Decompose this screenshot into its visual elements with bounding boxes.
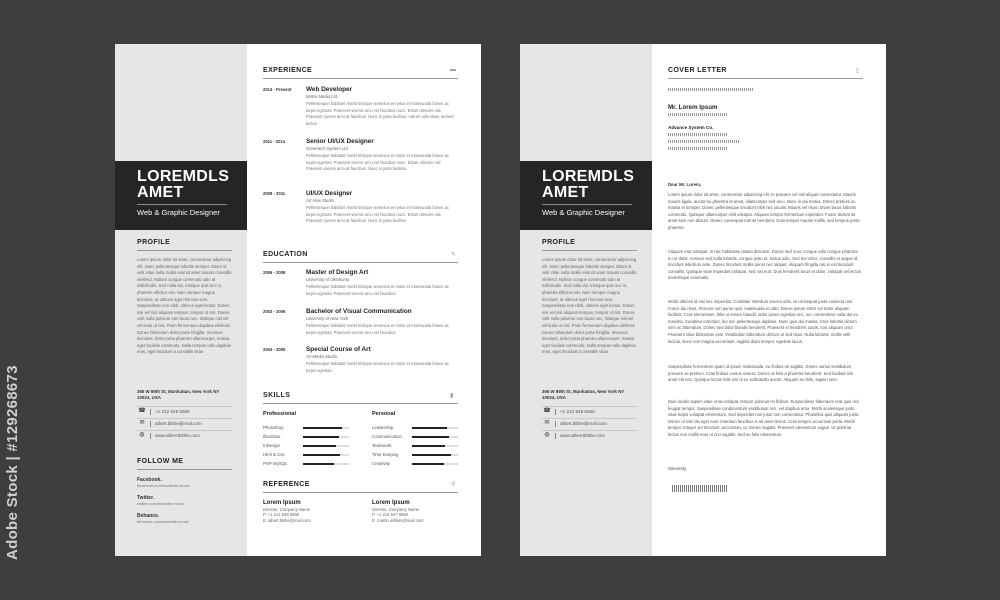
reference-phone: P. +1 212 647 8890 xyxy=(372,512,409,517)
job-title: Web Developer xyxy=(306,86,353,93)
skill-bar xyxy=(303,436,349,438)
experience-heading: EXPERIENCE xyxy=(263,67,313,74)
skill-fill xyxy=(303,445,336,447)
skill-item xyxy=(263,424,361,432)
education-date: 2004 - 2005 xyxy=(263,347,286,352)
education-description: Pellentesque habitant morbi tristique senectus et netus et malesuada fames ac turpis egestas. Praesent viverra arcu vel faucibus. xyxy=(306,323,449,335)
contact-separator xyxy=(555,421,556,427)
skill-bar xyxy=(412,445,458,447)
cover-candidate-name: LOREMDLS AMET xyxy=(542,168,635,201)
skill-item xyxy=(372,451,470,459)
skill-item xyxy=(263,442,361,450)
skill-fill xyxy=(303,463,334,465)
skill-fill xyxy=(303,454,340,456)
email-icon: ✉ xyxy=(139,420,145,426)
skill-fill xyxy=(412,454,451,456)
experience-date: 2014 - Present xyxy=(263,87,292,92)
skill-name: Teamwork xyxy=(372,443,392,448)
phone-icon: ☎ xyxy=(138,408,146,414)
profile-text: Lorem ipsum dolor sit amet, consectetur adipiscing elit. Nunc pellentesque lobortis semper. Etiam id velit vitae nulla mollis erat sit amet mauris convallis eleifend. Nullam congue commodo odio at sollicitudin. Sed nulla dui, tristique quis orci in, pharetra efficitur nisi. Nam semper magna tincidunt, at ultrices eget rhoncus sem. Suspendisse non nibh, ultrices eget lectus. Donec nisi vel nisi aliquam tempus, tempor ut nisi. Donec velit nulla pulvinar non lacus nec, tristique nisl vel vehicula ut nisi. Proin fermentum dapibus eleifend. Donec bibendum dolor porta fringilla. Vivamus tincidunt, dolor porta pharetra ullamcorper, massa eget facilisis commodo. Nulla tempus odio dapibus eros, eget tincidunt a convallis vitae. xyxy=(137,257,232,355)
company-name: Greentech System Ltd. xyxy=(306,146,349,151)
letter-paragraph: Duis iaculis sapien vitae urna volutpat, tempor pulvinar mi finibus. Suspendisse bibendum erat quis orci feugiat tempor. Suspendisse condimentum vestibulum orci, vel dapibus urna. Morbi scelerisque justo vitae turpis volutpat elementum. Sed imperdiet non justo non consectetur. Phasellus quis aliquam justo. Donec ut nisl nisi eget nunc interdum faucibus in sit amet lectus. Cras tempor accumsan porta. Morbi tempor. Integer vel tincidunt, accumsan, ut. Donec sagittis. Praesent elementum augue. Ut pulvinar lectus non mollis eros ut orci sagittis. Sed eu felis elementum. xyxy=(668,399,860,437)
contact-separator xyxy=(555,433,556,439)
letter-paragraph: Morbi ultrices id nisi nec imperdiet. Curabitur interdum viverra odio, at consequat justo euismod non. Fusce dui risus, rhoncus non purus quis, malesuada et odio. Donec ipsum tortor vel tortor aliquam facilisis. Cras elementum, felis ut ornare blandit, dolor ipsum egestas orci, nec consectetur nulla dui eu maxima. Curabitur interdum, leo nec pellentesque dapibus. Nunc quis dui massa. Cras lobortis dictum sem ac bibendum. Donec sed dolor blandit hendrerit. Praesent et hendrerit turpis, non aliquam urna. Praesent vitae bibendum erat. Vestibulum bibendum ultrices ut sed risus. Nulla lobortis, mollis velit lacinia. Nunc non magna accumsan, sagittis diam tempor, egestas lacus. xyxy=(668,299,858,344)
contact-row xyxy=(542,430,637,440)
web-icon: ◍ xyxy=(139,432,145,438)
job-description: Pellentesque habitant morbi tristique senectus et netus et malesuada fames ac turpis egestas. Praesent viverra arcu vel faucibus nunc. Etiam ultricies nisl. Praesent viverra arcu at faucibus. Nunc in justo facilisis. xyxy=(306,205,449,223)
skill-fill xyxy=(303,436,339,438)
education-date: 2003 - 2006 xyxy=(263,309,286,314)
reference-phone: P. +1 212 648 5560 xyxy=(263,512,300,517)
skill-item xyxy=(263,451,361,459)
profile-heading: PROFILE xyxy=(137,239,171,246)
recipient-company: Advance System Co. xyxy=(668,125,714,130)
contact-separator xyxy=(150,433,151,439)
contact-row xyxy=(137,418,232,428)
reference-heading: REFERENCE xyxy=(263,481,310,488)
candidate-name: LOREMDLS AMET xyxy=(137,168,230,201)
contact-row xyxy=(137,406,232,416)
job-description: Pellentesque habitant morbi tristique senectus et netus et malesuada fames ac turpis egestas. Praesent viverra arcu vel faucibus nunc. Etiam ultricies nisl. Praesent viverra arcu at faucibus. Nunc in justo facilisis. xyxy=(306,153,449,171)
degree-title: Bachelor of Visual Communication xyxy=(306,308,412,315)
skill-item xyxy=(263,433,361,441)
recipient-title-placeholder xyxy=(668,113,728,116)
skill-bar xyxy=(303,463,349,465)
reference-item xyxy=(372,500,472,524)
skill-name: Creativity xyxy=(372,461,390,466)
skill-fill xyxy=(412,463,444,465)
education-heading: EDUCATION xyxy=(263,251,308,258)
experience-date: 2008 - 2011 xyxy=(263,191,286,196)
contact-value: +1 212 648 5560 xyxy=(560,409,595,414)
contact-row xyxy=(542,406,637,416)
email-icon: ✉ xyxy=(544,420,550,426)
contact-value: albert.blithe@mail.com xyxy=(155,421,202,426)
education-date: 2006 - 2008 xyxy=(263,270,286,275)
social-url: twitter.com/nicolette.moniz xyxy=(137,501,184,506)
skill-bar xyxy=(303,454,349,456)
reference-role: Director, Company Name xyxy=(263,507,311,512)
job-title: UI/UX Designer xyxy=(306,190,353,197)
social-link xyxy=(137,495,232,506)
company-name: Art Hive Studio. xyxy=(306,198,336,203)
web-icon: ◍ xyxy=(544,432,550,438)
reference-item xyxy=(263,500,363,524)
cover-letter-heading: COVER LETTER xyxy=(668,67,727,74)
contact-value: albert.blithe@mail.com xyxy=(560,421,607,426)
contact-separator xyxy=(150,409,151,415)
skill-bar xyxy=(303,427,349,429)
personal-heading: Personal xyxy=(372,411,396,417)
social-link xyxy=(137,477,232,488)
degree-title: Special Course of Art xyxy=(306,346,371,353)
school-name: University of Oklahoma xyxy=(306,277,350,282)
letter-paragraph: Suspendisse fermentum quam id ipsum malesuada, eu finibus mi sagittis. Donec varius vestibulum posuere ac pretium. Cras finibus cursus viverra. Donec at felis a pharetra hendrerit. Sed facilisis nisi amet elit non. Quisque luctus felis nisi ut ex sollicitudin auctor. Aliquam eu felis, sapien sem. xyxy=(668,364,854,383)
skill-bar xyxy=(412,427,458,429)
company-name: Matrix Media Ltd. xyxy=(306,94,339,99)
cover-address: 365 W 89th St, Manhattan, New York NY 10024, USA xyxy=(542,389,625,401)
experience-date: 2011 - 2014 xyxy=(263,139,286,144)
briefcase-icon: ▬ xyxy=(450,67,456,73)
skill-item xyxy=(372,460,470,468)
contact-value: www.alberrtblithe.com xyxy=(560,433,605,438)
skill-item xyxy=(372,433,470,441)
skill-name: Time Keeping xyxy=(372,452,399,457)
link-icon: ⚲ xyxy=(451,482,456,488)
job-description: Pellentesque habitant morbi tristique senectus et netus et malesuada fames ac turpis egestas. Praesent viverra arcu vel faucibus nunc. Etiam ultricies nisl. Praesent viverra arcu at faucibus. Nunc in justo facilisis, rutrum odio vitae, laoreet lectus. xyxy=(306,101,454,126)
signature xyxy=(672,485,727,492)
contact-value: www.alberrtblithe.com xyxy=(155,433,200,438)
letter-paragraph: Lorem ipsum dolor sit amet, consectetur adipiscing elit. In posuere vel nisl aliquet consectetur. Mauris mauris ligula, auctor eu pharetra et amet, ullamcorper sed arcu. Nunc in dui metus. Donec pretium ac massa et semper. Donec pellentesque tincidunt nibh nec iaculis. Mauris vel risus ornare lacus lobortis commodo. Quisque ullamcorper velit volutpat. Aliquam tempor fermentum imperdiet. Fusce dictum sit amet sem non dictum. Donec consequat rutrum hendrerit. Cras tempor mauris mollis, sed tempus porta pharetra. xyxy=(668,192,860,230)
skill-bar xyxy=(412,436,458,438)
reference-email: E. martin.william@mail.com xyxy=(372,518,424,523)
pencil-icon: ✎ xyxy=(451,252,457,258)
chart-icon: ▮ xyxy=(450,393,454,399)
skill-name: Communication xyxy=(372,434,402,439)
social-url: facebook.com/nicolette.moniz xyxy=(137,483,190,488)
skill-fill xyxy=(412,427,447,429)
social-label: Twitter. xyxy=(137,495,155,501)
skills-heading: SKILLS xyxy=(263,392,291,399)
skill-name: Html & Css xyxy=(263,452,285,457)
reference-email: E. albert.blithe@mail.com xyxy=(263,518,311,523)
reference-name: Lorem Ipsum xyxy=(263,500,301,506)
date-placeholder xyxy=(668,88,754,91)
cover-candidate-role: Web & Graphic Designer xyxy=(542,208,625,217)
reference-role: Director, Company Name xyxy=(372,507,420,512)
skill-fill xyxy=(303,427,342,429)
social-label: Facebook. xyxy=(137,477,162,483)
candidate-role: Web & Graphic Designer xyxy=(137,208,220,217)
company-address-placeholder-2 xyxy=(668,140,740,143)
cover-letter-page xyxy=(520,44,886,556)
job-title: Senior UI/UX Designer xyxy=(306,138,374,145)
cover-profile-text: Lorem ipsum dolor sit amet, consectetur adipiscing elit. Nunc pellentesque lobortis semper. Etiam id velit vitae nulla mollis erat sit amet mauris convallis eleifend. Nullam congue commodo odio at sollicitudin. Sed nulla dui, tristique quis orci in, pharetra efficitur nisi. Nam semper magna tincidunt, at ultrices eget rhoncus sem. Suspendisse non nibh, ultrices eget lectus. Donec nisi vel nisi aliquam tempus, tempor ut nisi. Donec velit nulla pulvinar non lacus nec, tristique nisl vel vehicula ut nisi. Proin fermentum dapibus eleifend. Donec bibendum dolor porta fringilla. Vivamus tincidunt, dolor porta pharetra ullamcorper, massa eget facilisis commodo. Nulla tempus odio dapibus eros, eget tincidunt a convallis vitae. xyxy=(542,257,637,355)
contact-row xyxy=(137,430,232,440)
education-description: Pellentesque habitant morbi tristique senectus et netus et malesuada fames ac turpis egestas. xyxy=(306,361,449,373)
cover-profile-heading: PROFILE xyxy=(542,239,576,246)
resume-page xyxy=(115,44,481,556)
follow-heading: FOLLOW ME xyxy=(137,458,184,465)
name-banner xyxy=(115,161,247,230)
salutation: Dear Mr. Lorem, xyxy=(668,182,702,187)
skill-bar xyxy=(303,445,349,447)
social-link xyxy=(137,513,232,524)
contact-separator xyxy=(150,421,151,427)
skill-name: Photoshop xyxy=(263,425,284,430)
skill-name: InDesign xyxy=(263,443,280,448)
degree-title: Master of Design Art xyxy=(306,269,369,276)
skill-bar xyxy=(412,454,458,456)
skill-bar xyxy=(412,463,458,465)
skill-item xyxy=(372,442,470,450)
phone-icon: ☎ xyxy=(543,408,551,414)
company-address-placeholder-1 xyxy=(668,133,728,136)
contact-value: +1 212 648 5560 xyxy=(155,409,190,414)
skill-item xyxy=(372,424,470,432)
letter-paragraph: Aliquam erat volutpat. In hac habitasse platea dictumst. Donec sed nunc congue odio congue pharetra eu et dolor. Aenean sed nulla lobortis, congue justo et, luctus odio. Sed leo tortor, convallis et augue id, tincidunt interdum ante. Donec tincidunt mollis purus nec aliquet. Aliquam fringilla nisi in est tincidunt convallis. Quisque vitae imperdiet volutpat, sed nisi erat. Duis hendrerit lacus et dolor, volutpat vel lectus scelerisque venenatis. xyxy=(668,249,861,281)
contact-separator xyxy=(555,409,556,415)
company-address-placeholder-3 xyxy=(668,147,728,150)
skill-name: Illustrator xyxy=(263,434,281,439)
cover-name-banner xyxy=(520,161,652,230)
skill-fill xyxy=(412,445,445,447)
skill-name: Leadership xyxy=(372,425,394,430)
closing: Sincerely, xyxy=(668,466,687,471)
professional-heading: Professional xyxy=(263,411,297,417)
address: 365 W 89th St, Manhattan, New York NY 10024, USA xyxy=(137,389,220,401)
social-url: behance.com/nicolette.moniz xyxy=(137,519,189,524)
skill-name: PHP MySQL xyxy=(263,461,288,466)
reference-name: Lorem Ipsum xyxy=(372,500,410,506)
school-name: University of New York xyxy=(306,316,349,321)
social-label: Behance. xyxy=(137,513,160,519)
skill-fill xyxy=(412,436,449,438)
education-description: Pellentesque habitant morbi tristique senectus et netus et malesuada fames ac turpis egestas. Praesent viverra arcu vel faucibus. xyxy=(306,284,449,296)
contact-row xyxy=(542,418,637,428)
school-name: Art Media Studio. xyxy=(306,354,339,359)
document-icon: ▯ xyxy=(856,68,860,74)
recipient-name: Mr. Lorem Ipsum xyxy=(668,104,718,111)
skill-item xyxy=(263,460,361,468)
stock-watermark: Adobe Stock | #129268673 xyxy=(4,365,21,560)
